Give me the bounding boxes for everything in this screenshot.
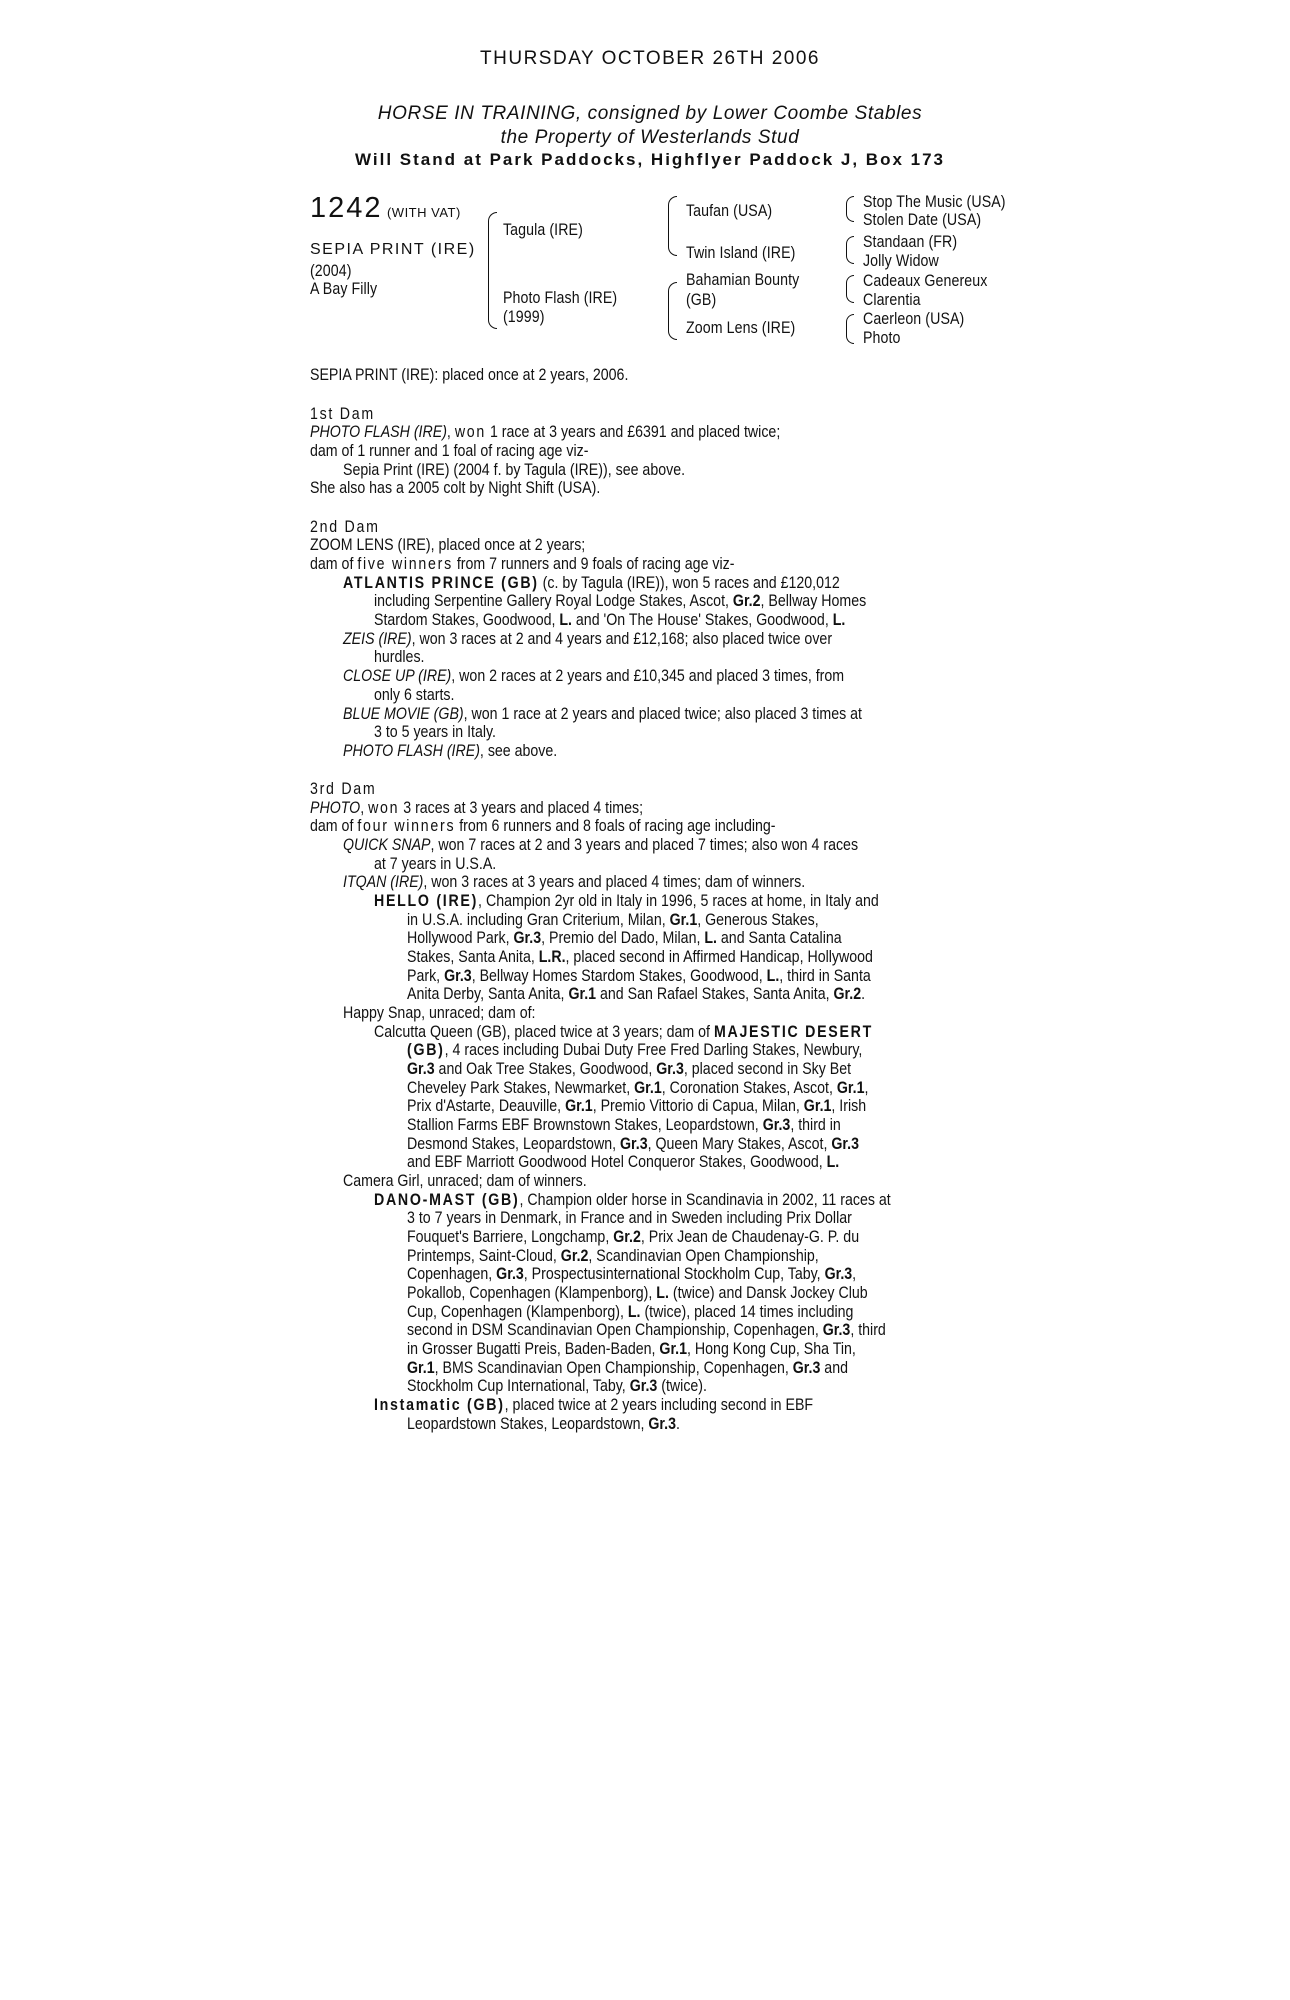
grade: Gr.3 xyxy=(648,1415,677,1433)
atlantis-line-3 xyxy=(374,611,845,630)
grade: Gr.2 xyxy=(560,1247,589,1265)
text: , third in xyxy=(790,1116,841,1134)
grade: L.R. xyxy=(538,948,566,966)
text: , won 1 race at 2 years and placed twice; also placed 3 times at xyxy=(463,705,862,723)
text: (twice), placed 14 times including xyxy=(640,1303,854,1321)
pedigree-dam-dam: Zoom Lens (IRE) xyxy=(686,319,796,337)
pedigree-brace-2a xyxy=(668,196,677,256)
horse-description: A Bay Filly xyxy=(310,280,378,298)
winner-name: CLOSE UP (IRE) xyxy=(343,667,452,685)
first-dam-heading: 1st Dam xyxy=(310,405,375,423)
won-text: won xyxy=(368,799,400,817)
text: , won 3 races at 2 and 4 years and £12,168; also placed twice over xyxy=(411,630,833,648)
pedigree-brace-3b xyxy=(846,236,854,264)
text: , Irish xyxy=(831,1097,867,1115)
close-up-line-2: only 6 starts. xyxy=(374,686,455,704)
text: , Hong Kong Cup, Sha Tin, xyxy=(687,1340,856,1358)
calcutta-line-4 xyxy=(407,1079,868,1098)
grade: Gr.2 xyxy=(613,1228,641,1246)
grade: Gr.3 xyxy=(619,1135,648,1153)
grade: Gr.2 xyxy=(732,592,761,610)
vat-label: (WITH VAT) xyxy=(386,205,461,220)
text: (twice) and Dansk Jockey Club xyxy=(668,1284,868,1302)
pedigree-brace-3a xyxy=(846,196,854,222)
text: , won 7 races at 2 and 3 years and placed 7 times; also won 4 races xyxy=(430,836,859,854)
dano-mast-line-8 xyxy=(407,1321,886,1340)
text: and San Rafael Stakes, Santa Anita, xyxy=(596,985,834,1003)
grade: Gr.3 xyxy=(444,967,472,985)
zeis-line-1 xyxy=(343,630,832,649)
hello-line-5 xyxy=(407,967,871,986)
text: Prix d'Astarte, Deauville, xyxy=(407,1097,566,1115)
grade: Gr.3 xyxy=(513,929,542,947)
grade: Gr.3 xyxy=(822,1321,851,1339)
text: , Coronation Stakes, Ascot, xyxy=(661,1079,837,1097)
text: in Grosser Bugatti Preis, Baden-Baden, xyxy=(407,1340,660,1358)
blue-movie-line-1 xyxy=(343,705,862,724)
text: Copenhagen, xyxy=(407,1265,497,1283)
stand-location: Will Stand at Park Paddocks, Highflyer Paddock J, Box 173 xyxy=(355,150,945,169)
grade: L. xyxy=(656,1284,669,1302)
text: , placed second in Affirmed Handicap, Hollywood xyxy=(565,948,873,966)
pedigree-brace-3d xyxy=(846,314,854,344)
text: , Prospectusinternational Stockholm Cup, Taby, xyxy=(523,1265,825,1283)
calcutta-line-2 xyxy=(407,1041,862,1060)
pedigree-dam-year: (1999) xyxy=(503,308,545,326)
dano-mast-line-1 xyxy=(374,1191,891,1210)
text: second in DSM Scandinavian Open Championship, Copenhagen, xyxy=(407,1321,823,1339)
lot-heading xyxy=(310,192,461,225)
grade: Gr.2 xyxy=(833,985,862,1003)
lot-number: 1242 xyxy=(310,192,383,224)
pedigree-sire-sire: Taufan (USA) xyxy=(686,202,773,220)
text: , see above. xyxy=(479,742,558,760)
consignment-line-1: HORSE IN TRAINING, consigned by Lower Coombe Stables xyxy=(377,103,923,124)
winner-name: MAJESTIC DESERT xyxy=(713,1023,873,1041)
winner-name: DANO-MAST (GB) xyxy=(374,1191,520,1209)
dano-mast-line-3 xyxy=(407,1228,859,1247)
winners-count: four winners xyxy=(357,817,456,835)
dano-mast-line-9 xyxy=(407,1340,856,1359)
third-dam-line-2 xyxy=(310,817,776,836)
grade: Gr.3 xyxy=(831,1135,859,1153)
pedigree-gen3-8: Photo xyxy=(863,329,901,347)
text: Stockholm Cup International, Taby, xyxy=(407,1377,630,1395)
text: , BMS Scandinavian Open Championship, Copenhagen, xyxy=(434,1359,793,1377)
pedigree-sire: Tagula (IRE) xyxy=(503,221,583,239)
pedigree-gen3-6: Clarentia xyxy=(863,291,921,309)
text: , xyxy=(852,1265,857,1283)
first-dam-line-2: dam of 1 runner and 1 foal of racing age viz- xyxy=(310,442,589,460)
third-dam-line-1 xyxy=(310,799,643,818)
pedigree-gen3-5: Cadeaux Genereux xyxy=(863,272,988,290)
text: Cup, Copenhagen (Klampenborg), xyxy=(407,1303,628,1321)
calcutta-line-8 xyxy=(407,1153,839,1172)
text: Stakes, Santa Anita, xyxy=(407,948,539,966)
quick-snap-line-1 xyxy=(343,836,858,855)
text: , third xyxy=(850,1321,886,1339)
winner-name: ZEIS (IRE) xyxy=(343,630,412,648)
text: , 4 races including Dubai Duty Free Fred Darling Stakes, Newbury, xyxy=(444,1041,863,1059)
text: , placed second in Sky Bet xyxy=(683,1060,852,1078)
pedigree-gen3-2: Stolen Date (USA) xyxy=(863,211,982,229)
text: Printemps, Saint-Cloud, xyxy=(407,1247,561,1265)
text: , placed twice at 2 years including second in EBF xyxy=(504,1396,814,1414)
atlantis-line-1 xyxy=(343,574,840,593)
separator: , xyxy=(446,423,455,441)
text: , Bellway Homes xyxy=(760,592,867,610)
text: . xyxy=(861,985,866,1003)
text: , Queen Mary Stakes, Ascot, xyxy=(647,1135,832,1153)
text: in U.S.A. including Gran Criterium, Milan, xyxy=(407,911,670,929)
text: . xyxy=(676,1415,680,1433)
calcutta-line-6 xyxy=(407,1116,841,1135)
grade: L. xyxy=(766,967,780,985)
blue-movie-line-2: 3 to 5 years in Italy. xyxy=(374,723,496,741)
winner-name: QUICK SNAP xyxy=(343,836,431,854)
second-dam-line-1: ZOOM LENS (IRE), placed once at 2 years; xyxy=(310,536,586,554)
grade: Gr.1 xyxy=(803,1097,832,1115)
first-dam-line-3: Sepia Print (IRE) (2004 f. by Tagula (IRE)), see above. xyxy=(343,461,686,479)
text: Anita Derby, Santa Anita, xyxy=(407,985,569,1003)
hello-line-3 xyxy=(407,929,842,948)
text: and xyxy=(820,1359,848,1377)
grade: Gr.1 xyxy=(565,1097,593,1115)
winner-name: ITQAN (IRE) xyxy=(343,873,424,891)
dano-mast-line-7 xyxy=(407,1303,853,1322)
hello-line-2 xyxy=(407,911,819,930)
grade: Gr.3 xyxy=(656,1060,684,1078)
grade: Gr.1 xyxy=(836,1079,865,1097)
third-dam-heading: 3rd Dam xyxy=(310,780,377,798)
dano-mast-line-2: 3 to 7 years in Denmark, in France and in Sweden including Prix Dollar xyxy=(407,1209,852,1227)
text: , Prix Jean de Chaudenay-G. P. du xyxy=(640,1228,860,1246)
pedigree-gen3-7: Caerleon (USA) xyxy=(863,310,965,328)
text: (c. by Tagula (IRE)), won 5 races and £120,012 xyxy=(538,574,840,592)
grade: L. xyxy=(627,1303,641,1321)
text: Desmond Stakes, Leopardstown, xyxy=(407,1135,620,1153)
dam-name: PHOTO FLASH (IRE) xyxy=(310,423,447,441)
photo-flash-line xyxy=(343,742,557,761)
pedigree-gen3-1: Stop The Music (USA) xyxy=(863,193,1006,211)
dam-name: PHOTO xyxy=(310,799,361,817)
grade: L. xyxy=(559,611,572,629)
camera-girl-line: Camera Girl, unraced; dam of winners. xyxy=(343,1172,587,1190)
text: dam of xyxy=(310,555,358,573)
grade: Gr.3 xyxy=(629,1377,658,1395)
hello-line-6 xyxy=(407,985,865,1004)
text: and Oak Tree Stakes, Goodwood, xyxy=(434,1060,657,1078)
text: , won 2 races at 2 years and £10,345 and placed 3 times, from xyxy=(451,667,845,685)
grade: Gr.1 xyxy=(407,1359,435,1377)
pedigree-gen3-4: Jolly Widow xyxy=(863,252,939,270)
text: and 'On The House' Stakes, Goodwood, xyxy=(571,611,833,629)
text: , xyxy=(864,1079,869,1097)
text: and EBF Marriott Goodwood Hotel Conqueror Stakes, Goodwood, xyxy=(407,1153,827,1171)
calcutta-line-3 xyxy=(407,1060,851,1079)
text: Fouquet's Barriere, Longchamp, xyxy=(407,1228,614,1246)
hello-line-1 xyxy=(374,892,879,911)
winner-name: ATLANTIS PRINCE (GB) xyxy=(343,574,539,592)
grade: L. xyxy=(704,929,717,947)
text: Hollywood Park, xyxy=(407,929,514,947)
separator: , xyxy=(360,799,369,817)
dano-mast-line-5 xyxy=(407,1265,856,1284)
hello-line-4 xyxy=(407,948,873,967)
grade: Gr.3 xyxy=(824,1265,853,1283)
text: from 7 runners and 9 foals of racing age viz- xyxy=(452,555,735,573)
winner-name: (GB) xyxy=(407,1041,445,1059)
text: including Serpentine Gallery Royal Lodge Stakes, Ascot, xyxy=(374,592,733,610)
text: Stallion Farms EBF Brownstown Stakes, Leopardstown, xyxy=(407,1116,763,1134)
grade: Gr.3 xyxy=(762,1116,791,1134)
text: , third in Santa xyxy=(779,967,871,985)
grade: Gr.3 xyxy=(792,1359,821,1377)
pedigree-brace-1 xyxy=(488,212,497,329)
grade: Gr.1 xyxy=(634,1079,662,1097)
first-dam-line-1-rest: 1 race at 3 years and £6391 and placed twice; xyxy=(486,423,781,441)
winners-count: five winners xyxy=(357,555,453,573)
pedigree-gen3-3: Standaan (FR) xyxy=(863,233,958,251)
pedigree-dam: Photo Flash (IRE) xyxy=(503,289,618,307)
winner-name: BLUE MOVIE (GB) xyxy=(343,705,464,723)
happy-snap-line: Happy Snap, unraced; dam of: xyxy=(343,1004,536,1022)
text: and Santa Catalina xyxy=(716,929,842,947)
text: , won 3 races at 3 years and placed 4 times; dam of winners. xyxy=(423,873,806,891)
zeis-line-2: hurdles. xyxy=(374,648,425,666)
winner-name: PHOTO FLASH (IRE) xyxy=(343,742,480,760)
grade: Gr.1 xyxy=(669,911,698,929)
grade: Gr.1 xyxy=(659,1340,688,1358)
close-up-line-1 xyxy=(343,667,844,686)
dano-mast-line-11 xyxy=(407,1377,707,1396)
text: , Scandinavian Open Championship, xyxy=(588,1247,819,1265)
pedigree-brace-2b xyxy=(668,282,677,340)
text: Stardom Stakes, Goodwood, xyxy=(374,611,560,629)
second-dam-line-2 xyxy=(310,555,734,574)
pedigree-dam-sire-line2: (GB) xyxy=(686,291,717,309)
grade: L. xyxy=(832,611,846,629)
grade: L. xyxy=(826,1153,840,1171)
text: Leopardstown Stakes, Leopardstown, xyxy=(407,1415,649,1433)
text: , Champion 2yr old in Italy in 1996, 5 races at home, in Italy and xyxy=(478,892,879,910)
grade: Gr.3 xyxy=(496,1265,524,1283)
horse-name: SEPIA PRINT (IRE) xyxy=(310,241,476,258)
calcutta-line-1 xyxy=(374,1023,873,1042)
text: , Generous Stakes, xyxy=(697,911,819,929)
text: Calcutta Queen (GB), placed twice at 3 years; dam of xyxy=(374,1023,714,1041)
calcutta-line-7 xyxy=(407,1135,859,1154)
text: (twice). xyxy=(657,1377,707,1395)
text: , Bellway Homes Stardom Stakes, Goodwood, xyxy=(471,967,767,985)
grade: Gr.3 xyxy=(407,1060,435,1078)
won-text: won xyxy=(454,423,487,441)
race-summary: SEPIA PRINT (IRE): placed once at 2 years, 2006. xyxy=(310,366,629,384)
instamatic-line-1 xyxy=(374,1396,813,1415)
dano-mast-line-10 xyxy=(407,1359,848,1378)
text: from 6 runners and 8 foals of racing age including- xyxy=(455,817,776,835)
text: 3 races at 3 years and placed 4 times; xyxy=(399,799,644,817)
pedigree-sire-dam: Twin Island (IRE) xyxy=(686,244,796,262)
text: Pokallob, Copenhagen (Klampenborg), xyxy=(407,1284,657,1302)
text: , Champion older horse in Scandinavia in 2002, 11 races at xyxy=(519,1191,891,1209)
instamatic-line-2 xyxy=(407,1415,680,1434)
consignment-line-2: the Property of Westerlands Stud xyxy=(500,127,800,148)
dano-mast-line-6 xyxy=(407,1284,868,1303)
text: , Premio Vittorio di Capua, Milan, xyxy=(592,1097,804,1115)
calcutta-line-5 xyxy=(407,1097,866,1116)
text: , Premio del Dado, Milan, xyxy=(541,929,705,947)
text: Park, xyxy=(407,967,445,985)
pedigree-dam-sire-line1: Bahamian Bounty xyxy=(686,271,800,289)
text: dam of xyxy=(310,817,358,835)
sale-date: THURSDAY OCTOBER 26TH 2006 xyxy=(480,48,820,69)
second-dam-heading: 2nd Dam xyxy=(310,518,380,536)
grade: Gr.1 xyxy=(568,985,597,1003)
winner-name: HELLO (IRE) xyxy=(374,892,479,910)
text: Cheveley Park Stakes, Newmarket, xyxy=(407,1079,635,1097)
pedigree-brace-3c xyxy=(846,275,854,303)
horse-year: (2004) xyxy=(310,262,352,280)
first-dam-line-1 xyxy=(310,423,780,442)
first-dam-line-4: She also has a 2005 colt by Night Shift (USA). xyxy=(310,479,601,497)
winner-name: Instamatic (GB) xyxy=(374,1396,505,1414)
itqan-line xyxy=(343,873,805,892)
quick-snap-line-2: at 7 years in U.S.A. xyxy=(374,855,497,873)
atlantis-line-2 xyxy=(374,592,866,611)
dano-mast-line-4 xyxy=(407,1247,819,1266)
